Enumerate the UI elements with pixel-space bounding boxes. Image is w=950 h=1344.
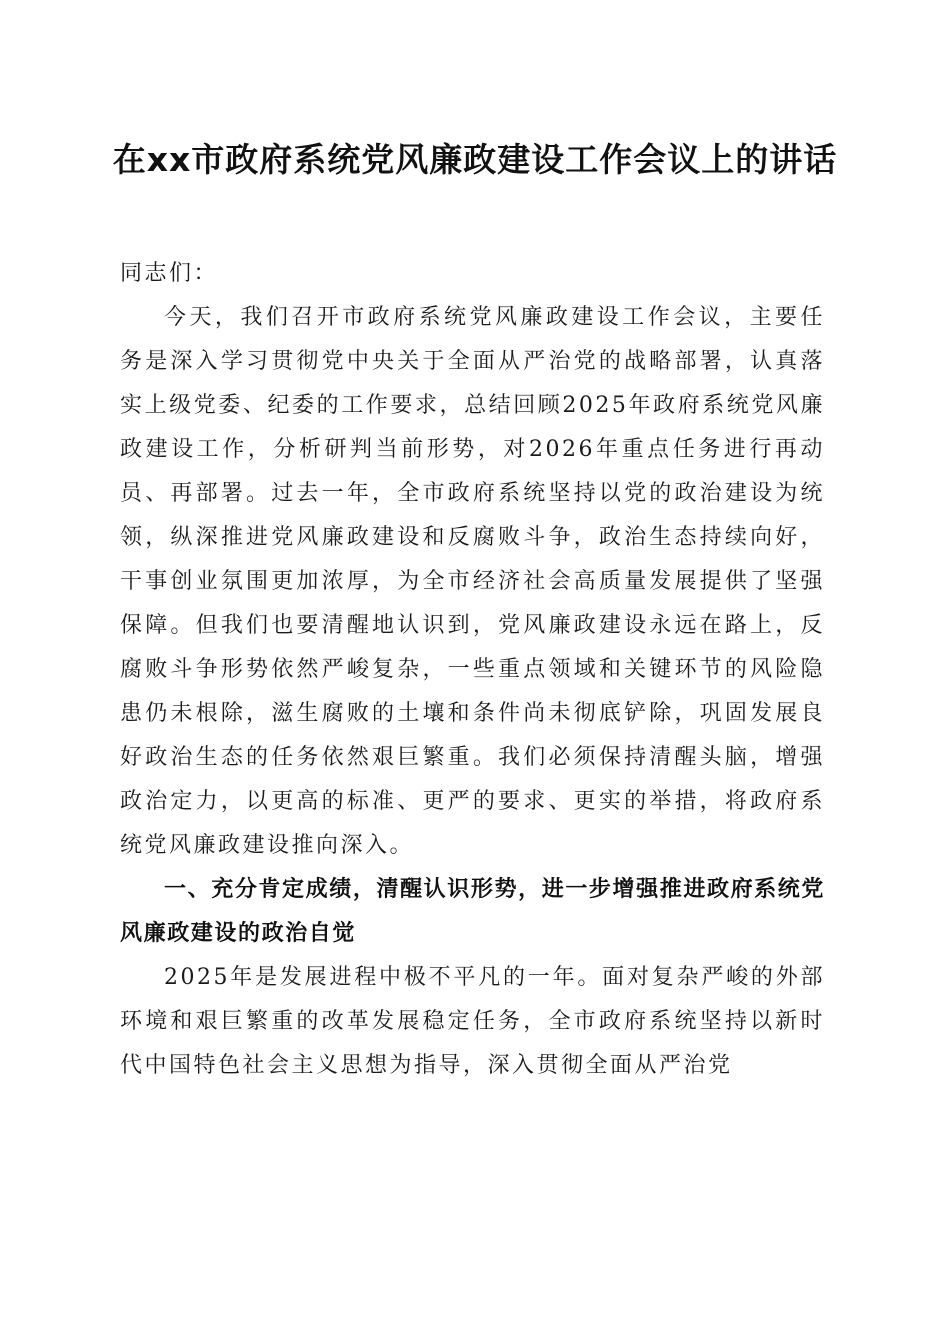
- opening-paragraph: 今天，我们召开市政府系统党风廉政建设工作会议，主要任务是深入学习贯彻党中央关于全面从严治党的战略部署，认真落实上级党委、纪委的工作要求，总结回顾2025年政府系统党风廉政建设工作，分析研判当前形势，对2026年重点任务进行再动员、再部署。过去一年，全市政府系统坚持以党的政治建设为统领，纵深推进党风廉政建设和反腐败斗争，政治生态持续向好，干事创业氛围更加浓厚，为全市经济社会高质量发展提供了坚强保障。但我们也要清醒地认识到，党风廉政建设永远在路上，反腐败斗争形势依然严峻复杂，一些重点领域和关键环节的风险隐患仍未根除，滋生腐败的土壤和条件尚未彻底铲除，巩固发展良好政治生态的任务依然艰巨繁重。我们必须保持清醒头脑，增强政治定力，以更高的标准、更严的要求、更实的举措，将政府系统党风廉政建设推向深入。: [120, 305, 825, 858]
- section-paragraph: 2025年是发展进程中极不平凡的一年。面对复杂严峻的外部环境和艰巨繁重的改革发展稳定任务，全市政府系统坚持以新时代中国特色社会主义思想为指导，深入贯彻全面从严治党: [120, 965, 825, 1078]
- section-heading: 一、充分肯定成绩，清醒认识形势，进一步增强推进政府系统党风廉政建设的政治自觉: [120, 877, 825, 946]
- salutation: 同志们：: [120, 261, 219, 286]
- document-title: 在xx市政府系统党风廉政建设工作会议上的讲话: [112, 140, 838, 179]
- document-body: [120, 252, 825, 1088]
